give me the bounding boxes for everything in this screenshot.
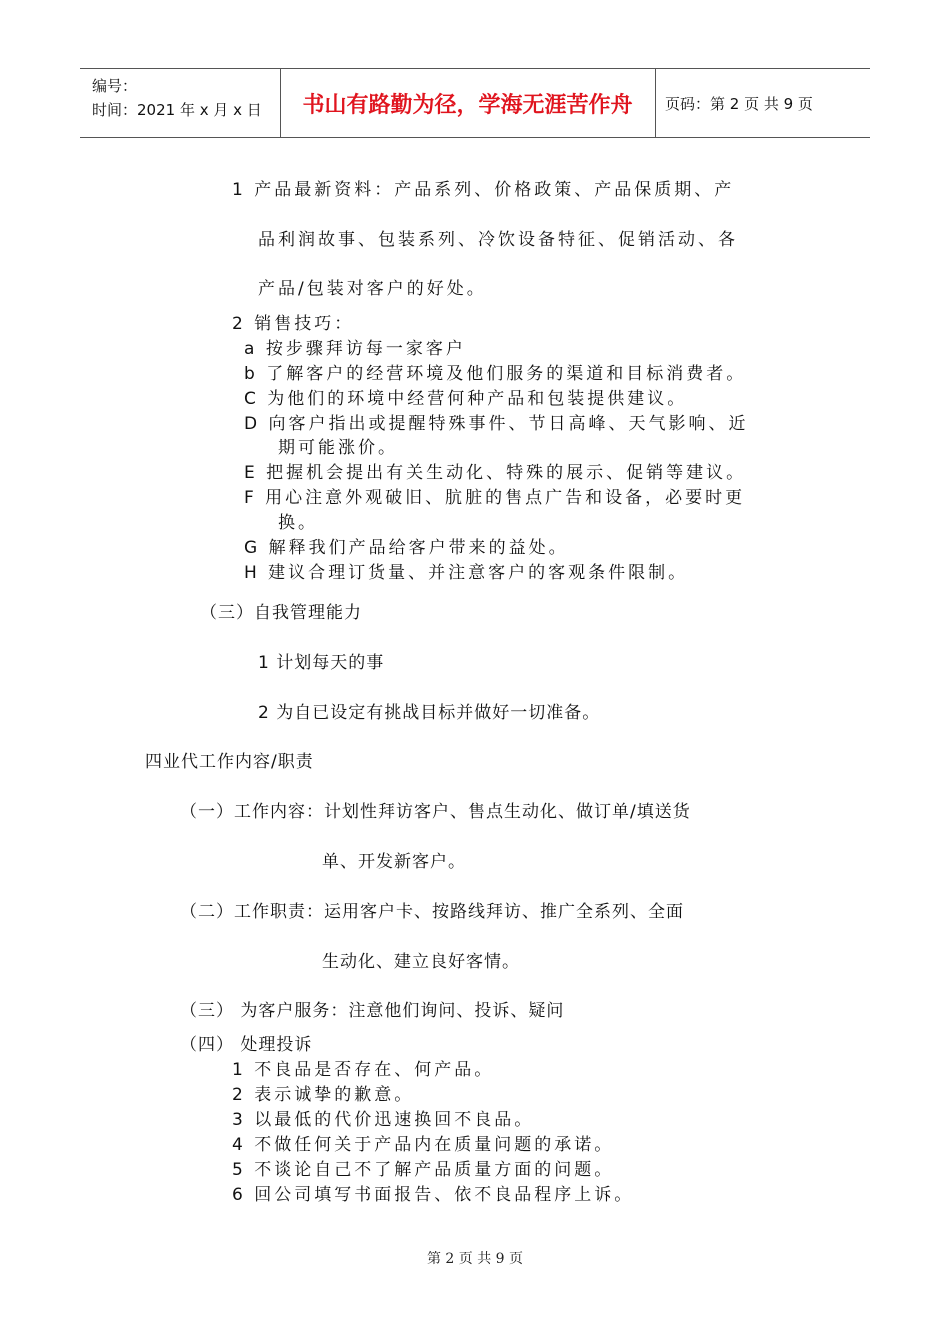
page-info: 页码：第 2 页 共 9 页	[665, 94, 813, 113]
sales-skills-title: 2 销售技巧：	[232, 314, 355, 334]
skill-g: G 解释我们产品给客户带来的益处。	[244, 538, 569, 558]
skill-e: E 把握机会提出有关生动化、特殊的展示、促销等建议。	[244, 463, 747, 483]
product-info-line-3: 产品/包装对客户的好处。	[258, 279, 487, 299]
section-4-title: 四业代工作内容/职责	[145, 752, 314, 772]
self-management-item-1: 1 计划每天的事	[258, 653, 385, 673]
self-management-title: （三）自我管理能力	[200, 603, 362, 623]
time-label: 时间：2021 年 x 月 x 日	[92, 101, 262, 119]
skill-f-line-2: 换。	[278, 513, 318, 533]
skill-b: b 了解客户的经营环境及他们服务的渠道和目标消费者。	[244, 364, 747, 384]
skill-d-line-2: 期可能涨价。	[278, 438, 398, 458]
motto: 书山有路勤为径，学海无涯苦作舟	[280, 69, 656, 137]
product-info-line-2: 品利润故事、包装系列、冷饮设备特征、促销活动、各	[258, 230, 738, 250]
work-duty-line-2: 生动化、建立良好客情。	[322, 952, 520, 972]
header-meta	[80, 69, 281, 137]
product-info-line-1: 1 产品最新资料：产品系列、价格政策、产品保质期、产	[232, 180, 735, 200]
work-content-line-1: （一）工作内容：计划性拜访客户、售点生动化、做订单/填送货	[180, 802, 691, 822]
skill-h: H 建议合理订货量、并注意客户的客观条件限制。	[244, 563, 689, 583]
self-management-item-2: 2 为自已设定有挑战目标并做好一切准备。	[258, 703, 601, 723]
complaint-item-5: 5 不谈论自己不了解产品质量方面的问题。	[232, 1160, 615, 1180]
skill-d-line-1: D 向客户指出或提醒特殊事件、节日高峰、天气影响、近	[244, 414, 749, 434]
complaint-item-1: 1 不良品是否存在、何产品。	[232, 1060, 495, 1080]
complaint-item-2: 2 表示诚挚的歉意。	[232, 1085, 415, 1105]
page-header	[80, 68, 870, 138]
skill-c: C 为他们的环境中经营何种产品和包装提供建议。	[244, 389, 688, 409]
number-label: 编号：	[92, 77, 138, 95]
work-content-line-2: 单、开发新客户。	[322, 852, 466, 872]
complaint-item-4: 4 不做任何关于产品内在质量问题的承诺。	[232, 1135, 615, 1155]
page-footer: 第 2 页 共 9 页	[426, 1251, 524, 1267]
skill-f-line-1: F 用心注意外观破旧、肮脏的售点广告和设备，必要时更	[244, 488, 746, 508]
work-duty-line-1: （二）工作职责：运用客户卡、按路线拜访、推广全系列、全面	[180, 902, 684, 922]
complaint-title: （四） 处理投诉	[180, 1035, 313, 1055]
customer-service: （三） 为客户服务：注意他们询问、投诉、疑问	[180, 1001, 565, 1021]
complaint-item-3: 3 以最低的代价迅速换回不良品。	[232, 1110, 535, 1130]
complaint-item-6: 6 回公司填写书面报告、依不良品程序上诉。	[232, 1185, 635, 1205]
skill-a: a 按步骤拜访每一家客户	[244, 339, 466, 359]
